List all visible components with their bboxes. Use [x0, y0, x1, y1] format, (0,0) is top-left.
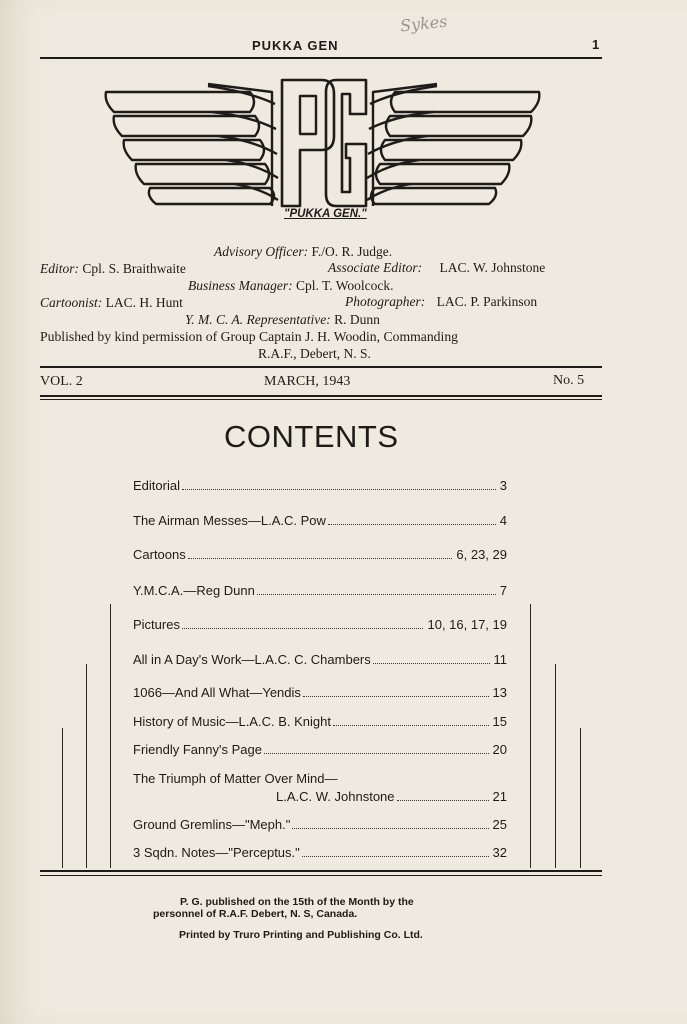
advisory-label: Advisory Officer: — [214, 244, 309, 259]
toc-item: Pictures 10, 16, 17, 19 — [133, 617, 507, 632]
toc-item: 3 Sqdn. Notes—"Perceptus." 32 — [133, 845, 507, 860]
footer-line-2: personnel of R.A.F. Debert, N. S, Canada. — [153, 908, 358, 920]
header-rule — [40, 57, 602, 59]
decor-vline — [86, 664, 87, 868]
staff-cartoonist — [40, 295, 183, 311]
decor-vline — [555, 664, 556, 868]
permission-line-2: R.A.F., Debert, N. S. — [258, 346, 371, 361]
contents-rule-1 — [40, 870, 602, 872]
staff-advisory — [214, 244, 392, 260]
ymca-name: R. Dunn — [334, 312, 380, 327]
associate-name: LAC. W. Johnstone — [439, 260, 546, 275]
staff-ymca — [185, 312, 380, 328]
decor-vline — [530, 604, 531, 868]
business-name: Cpl. T. Woolcock. — [296, 278, 394, 293]
issue-number: No. 5 — [553, 373, 585, 388]
issue-date: MARCH, 1943 — [264, 374, 351, 389]
contents-heading: CONTENTS — [224, 419, 399, 454]
contents-rule-2 — [40, 875, 602, 876]
issue-rule-top — [40, 366, 602, 368]
toc-item: All in A Day's Work—L.A.C. C. Chambers 11 — [133, 652, 507, 667]
toc-item: Friendly Fanny's Page 20 — [133, 742, 507, 757]
footer-line-1: P. G. published on the 15th of the Month by the — [180, 896, 414, 908]
cartoonist-name: LAC. H. Hunt — [105, 295, 183, 310]
cartoonist-label: Cartoonist: — [40, 295, 103, 310]
issue-rule-bottom-1 — [40, 395, 602, 397]
associate-label: Associate Editor: — [328, 260, 423, 275]
staff-editor — [40, 261, 186, 277]
decor-vline — [110, 604, 111, 868]
handwritten-note: Sykes — [399, 11, 449, 36]
editor-name: Cpl. S. Braithwaite — [82, 261, 186, 276]
toc-item: The Airman Messes—L.A.C. Pow 4 — [133, 513, 507, 528]
toc-item: Ground Gremlins—"Meph." 25 — [133, 817, 507, 832]
footer-printer: Printed by Truro Printing and Publishing Co. Ltd. — [179, 929, 423, 941]
toc-item: 1066—And All What—Yendis 13 — [133, 685, 507, 700]
issue-volume: VOL. 2 — [40, 374, 83, 389]
toc-item: Y.M.C.A.—Reg Dunn 7 — [133, 583, 507, 598]
logo-caption: "PUKKA GEN." — [284, 208, 367, 220]
editor-label: Editor: — [40, 261, 79, 276]
toc-item: The Triumph of Matter Over Mind— L.A.C. W. Johnstone 21 — [133, 771, 507, 804]
page-number: 1 — [592, 37, 601, 52]
issue-rule-bottom-2 — [40, 399, 602, 400]
staff-photographer — [345, 294, 537, 310]
staff-associate — [328, 260, 545, 276]
toc-item: Cartoons 6, 23, 29 — [133, 547, 507, 562]
advisory-name: F./O. R. Judge. — [311, 244, 393, 259]
toc-item: History of Music—L.A.C. B. Knight 15 — [133, 714, 507, 729]
permission-line-1: Published by kind permission of Group Captain J. H. Woodin, Commanding — [40, 329, 459, 344]
business-label: Business Manager: — [188, 278, 293, 293]
photographer-label: Photographer: — [345, 294, 426, 309]
running-header-title: PUKKA GEN — [252, 38, 339, 53]
photographer-name: LAC. P. Parkinson — [436, 294, 538, 309]
staff-business — [188, 278, 394, 294]
decor-vline — [62, 728, 63, 868]
ymca-label: Y. M. C. A. Representative: — [185, 312, 331, 327]
toc-item: Editorial 3 — [133, 478, 507, 493]
decor-vline — [580, 728, 581, 868]
